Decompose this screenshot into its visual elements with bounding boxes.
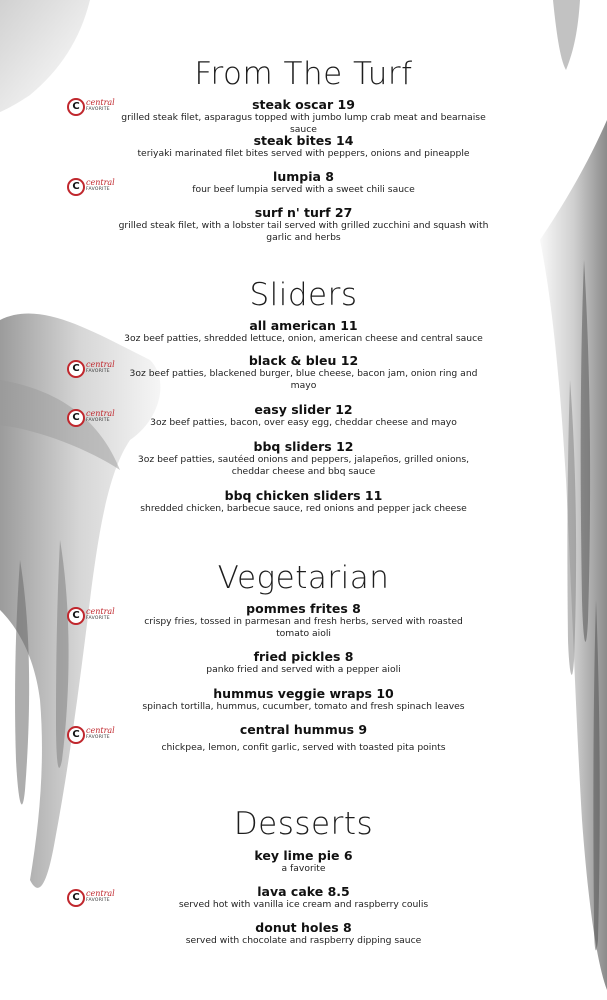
central-favorite-badge: [67, 178, 113, 196]
item-name: key lime pie 6: [254, 848, 353, 863]
menu-item: [118, 353, 489, 392]
item-desc: teriyaki marinated filet bites served with peppers, onions and pineapple: [137, 148, 470, 159]
menu-item: [110, 686, 497, 713]
menu-item: [110, 848, 497, 875]
badge-letter: C: [72, 412, 80, 423]
menu-item: [110, 920, 497, 947]
menu-item: [130, 601, 477, 640]
badge-circle-icon: [67, 889, 85, 907]
menu-item: [110, 97, 497, 136]
item-name: pommes frites 8: [246, 601, 361, 616]
menu-item: [110, 169, 497, 196]
badge-word-central: central: [86, 409, 115, 418]
item-desc: 3oz beef patties, blackened burger, blue cheese, bacon jam, onion ring and mayo: [129, 368, 478, 391]
badge-word-favorite: FAVORITE: [86, 616, 110, 621]
menu-item: [110, 488, 497, 515]
menu-item: [110, 318, 497, 345]
badge-word-favorite: FAVORITE: [86, 187, 110, 192]
item-name: hummus veggie wraps 10: [213, 686, 394, 701]
badge-circle-icon: [67, 409, 85, 427]
central-favorite-badge: [67, 98, 113, 116]
badge-word-central: central: [86, 726, 115, 735]
badge-word-favorite: FAVORITE: [86, 418, 110, 423]
badge-word-favorite: FAVORITE: [86, 107, 110, 112]
badge-letter: C: [72, 363, 80, 374]
badge-word-central: central: [86, 360, 115, 369]
item-name: lumpia 8: [273, 169, 334, 184]
badge-word-central: central: [86, 98, 115, 107]
badge-circle-icon: [67, 178, 85, 196]
central-favorite-badge: [67, 607, 113, 625]
menu-item: [118, 439, 489, 478]
item-name: all american 11: [249, 318, 358, 333]
item-desc: grilled steak filet, with a lobster tail served with grilled zucchini and squash with garlic and herbs: [118, 220, 489, 243]
badge-word-favorite: FAVORITE: [86, 898, 110, 903]
section-title-desserts: Desserts: [233, 806, 374, 842]
item-name: donut holes 8: [255, 920, 352, 935]
item-desc: panko fried and served with a pepper aioli: [206, 664, 401, 675]
badge-word-favorite: FAVORITE: [86, 369, 110, 374]
menu-item: [110, 722, 497, 754]
badge-word-central: central: [86, 178, 115, 187]
badge-letter: C: [72, 181, 80, 192]
item-desc: a favorite: [281, 863, 326, 874]
central-favorite-badge: [67, 409, 113, 427]
menu-item: [110, 133, 497, 160]
item-name: lava cake 8.5: [257, 884, 350, 899]
item-desc: served with chocolate and raspberry dipping sauce: [185, 935, 422, 946]
badge-letter: C: [72, 729, 80, 740]
badge-circle-icon: [67, 360, 85, 378]
item-name: steak bites 14: [253, 133, 354, 148]
central-favorite-badge: [67, 360, 113, 378]
item-desc: chickpea, lemon, confit garlic, served with toasted pita points: [161, 742, 446, 753]
section-title-turf: From The Turf: [194, 56, 413, 92]
item-name: bbq sliders 12: [253, 439, 354, 454]
menu-item: [110, 402, 497, 429]
item-name: bbq chicken sliders 11: [224, 488, 383, 503]
badge-circle-icon: [67, 607, 85, 625]
central-favorite-badge: [67, 726, 113, 744]
item-name: central hummus 9: [239, 722, 368, 737]
badge-letter: C: [72, 892, 80, 903]
item-desc: four beef lumpia served with a sweet chili sauce: [192, 184, 415, 195]
item-desc: spinach tortilla, hummus, cucumber, tomato and fresh spinach leaves: [142, 701, 465, 712]
item-desc: crispy fries, tossed in parmesan and fresh herbs, served with roasted tomato aioli: [144, 616, 463, 639]
badge-word-central: central: [86, 889, 115, 898]
menu-item: [110, 884, 497, 911]
badge-letter: C: [72, 610, 80, 621]
item-desc: 3oz beef patties, shredded lettuce, onion, american cheese and central sauce: [124, 333, 483, 344]
item-desc: shredded chicken, barbecue sauce, red onions and pepper jack cheese: [140, 503, 467, 514]
badge-letter: C: [72, 101, 80, 112]
item-desc: grilled steak filet, asparagus topped with jumbo lump crab meat and bearnaise sauce: [121, 112, 486, 135]
item-name: fried pickles 8: [253, 649, 354, 664]
badge-word-favorite: FAVORITE: [86, 735, 110, 740]
badge-circle-icon: [67, 98, 85, 116]
menu-item: [118, 205, 489, 244]
item-desc: served hot with vanilla ice cream and raspberry coulis: [178, 899, 429, 910]
badge-circle-icon: [67, 726, 85, 744]
item-name: black & bleu 12: [248, 353, 359, 368]
menu-item: [110, 649, 497, 676]
central-favorite-badge: [67, 889, 113, 907]
badge-word-central: central: [86, 607, 115, 616]
item-name: surf n' turf 27: [254, 205, 353, 220]
item-name: easy slider 12: [254, 402, 353, 417]
item-name: steak oscar 19: [252, 97, 355, 112]
section-title-sliders: Sliders: [249, 277, 358, 313]
section-title-vegetarian: Vegetarian: [217, 560, 390, 596]
item-desc: 3oz beef patties, sautéed onions and peppers, jalapeños, grilled onions, cheddar cheese and bbq sauce: [137, 454, 470, 477]
item-desc: 3oz beef patties, bacon, over easy egg, cheddar cheese and mayo: [150, 417, 457, 428]
